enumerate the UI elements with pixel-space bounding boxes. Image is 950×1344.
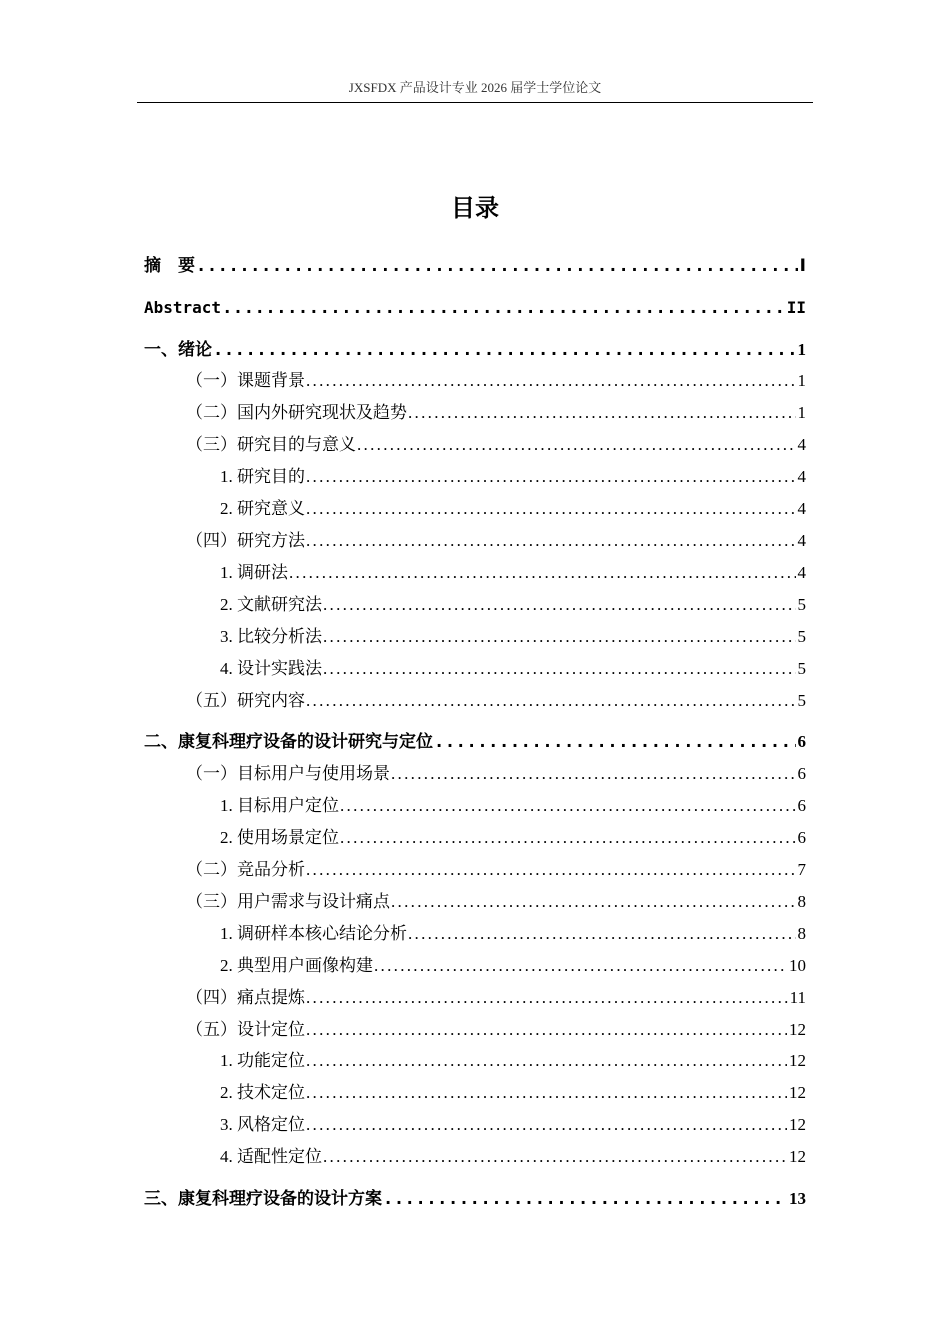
- toc-entry-subsection[interactable]: [220, 1111, 806, 1137]
- toc-entry-label: 3. 比较分析法: [220, 627, 322, 646]
- toc-leader-dots: [390, 762, 796, 786]
- toc-leader-dots: [382, 1187, 787, 1211]
- toc-title: 目录: [451, 194, 499, 222]
- toc-entry-section[interactable]: [186, 856, 806, 882]
- toc-entry-subsection[interactable]: [220, 463, 806, 489]
- toc-entry-label: 二、康复科理疗设备的设计研究与定位: [144, 732, 433, 752]
- toc-entry-subsection[interactable]: [220, 824, 806, 850]
- toc-entry-label: （五）研究内容: [186, 691, 305, 710]
- toc-entry-label: （二）竞品分析: [186, 860, 305, 879]
- toc-page-number: 1: [797, 340, 806, 359]
- toc-entry-subsection[interactable]: [220, 952, 806, 978]
- toc-entry-subsection[interactable]: [220, 591, 806, 617]
- toc-page-number: 4: [797, 499, 806, 518]
- toc-leader-dots: [195, 254, 798, 278]
- toc-entry-label: （一）目标用户与使用场景: [186, 764, 390, 783]
- toc-leader-dots: [305, 1049, 787, 1073]
- toc-leader-dots: [305, 497, 796, 521]
- toc-entry-label: 摘 要: [144, 256, 195, 276]
- toc-entry-label: 1. 研究目的: [220, 467, 305, 486]
- toc-page-number: 4: [797, 531, 806, 550]
- toc-page-number: 4: [797, 563, 806, 582]
- toc-page-number: 8: [797, 924, 806, 943]
- toc-entry-label: 1. 目标用户定位: [220, 796, 339, 815]
- running-header: JXSFDX 产品设计专业 2026 届学士学位论文: [348, 80, 602, 95]
- toc-entry-label: （五）设计定位: [186, 1020, 305, 1039]
- toc-leader-dots: [322, 625, 796, 649]
- toc-entry-abstract-cn[interactable]: [144, 252, 806, 278]
- toc-entry-section[interactable]: [186, 760, 806, 786]
- toc-page-number: 12: [789, 1051, 806, 1070]
- toc-leader-dots: [288, 561, 796, 585]
- toc-leader-dots: [212, 338, 796, 362]
- toc-leader-dots: [407, 401, 796, 425]
- toc-entry-subsection[interactable]: [220, 792, 806, 818]
- toc-page-number: 6: [797, 732, 806, 751]
- toc-page-number: 12: [789, 1083, 806, 1102]
- toc-leader-dots: [305, 1081, 787, 1105]
- toc-entry-label: 1. 调研样本核心结论分析: [220, 924, 407, 943]
- toc-entry-label: 3. 风格定位: [220, 1115, 305, 1134]
- toc-entry-label: （四）痛点提炼: [186, 988, 305, 1007]
- toc-entry-subsection[interactable]: [220, 1047, 806, 1073]
- toc-leader-dots: [322, 1145, 787, 1169]
- toc-entry-subsection[interactable]: [220, 559, 806, 585]
- toc-entry-label: （三）研究目的与意义: [186, 435, 356, 454]
- toc-entry-label: 1. 功能定位: [220, 1051, 305, 1070]
- toc-page-number: 12: [789, 1115, 806, 1134]
- toc-leader-dots: [305, 986, 788, 1010]
- toc-entry-chapter-2[interactable]: [144, 728, 806, 754]
- toc-entry-abstract-en[interactable]: [144, 294, 806, 320]
- toc-leader-dots: [356, 433, 796, 457]
- toc-page-number: 6: [797, 828, 806, 847]
- toc-entry-label: 2. 使用场景定位: [220, 828, 339, 847]
- toc-leader-dots: [305, 689, 796, 713]
- toc-entry-subsection[interactable]: [220, 1143, 806, 1169]
- toc-leader-dots: [305, 858, 796, 882]
- toc-entry-label: 4. 适配性定位: [220, 1147, 322, 1166]
- toc-entry-section[interactable]: [186, 399, 806, 425]
- toc-entry-label: 2. 技术定位: [220, 1083, 305, 1102]
- toc-leader-dots: [433, 730, 796, 754]
- toc-leader-dots: [305, 1113, 787, 1137]
- toc-page-number: 6: [797, 796, 806, 815]
- toc-page-number: 7: [797, 860, 806, 879]
- toc-entry-label: （四）研究方法: [186, 531, 305, 550]
- toc-leader-dots: [305, 1018, 787, 1042]
- toc-entry-chapter-3[interactable]: [144, 1185, 806, 1211]
- toc-page-number: 5: [797, 627, 806, 646]
- toc-entry-label: 2. 文献研究法: [220, 595, 322, 614]
- toc-page-number: 6: [797, 764, 806, 783]
- toc-entry-subsection[interactable]: [220, 920, 806, 946]
- toc-entry-label: 2. 典型用户画像构建: [220, 956, 373, 975]
- toc-entry-label: 三、康复科理疗设备的设计方案: [144, 1189, 382, 1209]
- toc-leader-dots: [221, 296, 785, 320]
- toc-page-number: 11: [789, 988, 806, 1007]
- toc-entry-label: 4. 设计实践法: [220, 659, 322, 678]
- toc-page-number: 5: [797, 659, 806, 678]
- toc-leader-dots: [305, 369, 796, 393]
- toc-entry-section[interactable]: [186, 888, 806, 914]
- toc-page-number: I: [799, 256, 806, 276]
- toc-entry-section[interactable]: [186, 984, 806, 1010]
- toc-leader-dots: [305, 465, 796, 489]
- toc-entry-label: Abstract: [144, 298, 222, 317]
- toc-entry-section[interactable]: [186, 527, 806, 553]
- toc-page-number: 4: [797, 435, 806, 454]
- toc-page-number: 4: [797, 467, 806, 486]
- toc-leader-dots: [322, 593, 796, 617]
- toc-entry-section[interactable]: [186, 1016, 806, 1042]
- toc-leader-dots: [339, 794, 796, 818]
- toc-entry-section[interactable]: [186, 367, 806, 393]
- toc-entry-section[interactable]: [186, 431, 806, 457]
- toc-entry-label: （三）用户需求与设计痛点: [186, 892, 390, 911]
- toc-page-number: 12: [789, 1147, 806, 1166]
- toc-leader-dots: [390, 890, 796, 914]
- toc-leader-dots: [407, 922, 796, 946]
- toc-page-number: 1: [797, 371, 806, 390]
- toc-entry-label: （二）国内外研究现状及趋势: [186, 403, 407, 422]
- toc-page-number: 12: [789, 1020, 806, 1039]
- toc-entry-section[interactable]: [186, 687, 806, 713]
- toc-entry-chapter-1[interactable]: [144, 336, 806, 362]
- toc-page-number: 5: [797, 691, 806, 710]
- toc-page-number: 10: [789, 956, 806, 975]
- toc-leader-dots: [373, 954, 787, 978]
- toc-page-number: 1: [797, 403, 806, 422]
- toc-entry-label: 一、绪论: [144, 340, 212, 360]
- toc-entry-label: 2. 研究意义: [220, 499, 305, 518]
- toc-entry-label: 1. 调研法: [220, 563, 288, 582]
- toc-page-number: 8: [797, 892, 806, 911]
- toc-page-number: 13: [789, 1189, 806, 1208]
- toc-entry-subsection[interactable]: [220, 1079, 806, 1105]
- toc-leader-dots: [305, 529, 796, 553]
- toc-page-number: 5: [797, 595, 806, 614]
- toc-entry-subsection[interactable]: [220, 495, 806, 521]
- toc-entry-label: （一）课题背景: [186, 371, 305, 390]
- toc-leader-dots: [322, 657, 796, 681]
- toc-entry-subsection[interactable]: [220, 623, 806, 649]
- toc-entry-subsection[interactable]: [220, 655, 806, 681]
- toc-page-number: II: [786, 298, 806, 317]
- toc-leader-dots: [339, 826, 796, 850]
